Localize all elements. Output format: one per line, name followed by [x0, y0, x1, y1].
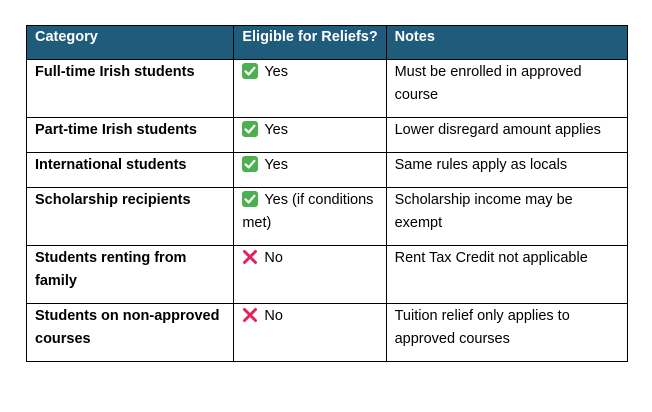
- table-row: [27, 153, 628, 188]
- notes-cell: Must be enrolled in approved course: [386, 60, 627, 118]
- table-row: [27, 188, 628, 246]
- eligible-cell: [234, 304, 386, 362]
- check-mark-icon: [242, 156, 258, 172]
- eligible-cell: [234, 188, 386, 246]
- check-mark-icon: [242, 191, 258, 207]
- eligible-text: Yes (if conditions met): [242, 192, 374, 231]
- eligible-text: Yes: [264, 157, 288, 173]
- cross-mark-icon: [242, 249, 258, 265]
- notes-cell: Tuition relief only applies to approved courses: [386, 304, 627, 362]
- eligible-text: No: [264, 308, 283, 324]
- table-row: [27, 118, 628, 153]
- check-mark-icon: [242, 63, 258, 79]
- table-row: [27, 60, 628, 118]
- header-category: Category: [27, 26, 234, 60]
- check-mark-icon: [242, 121, 258, 137]
- header-row: [27, 26, 628, 60]
- notes-cell: Rent Tax Credit not applicable: [386, 246, 627, 304]
- eligible-text: Yes: [264, 64, 288, 80]
- notes-cell: Same rules apply as locals: [386, 153, 627, 188]
- eligible-text: Yes: [264, 122, 288, 138]
- table-row: [27, 304, 628, 362]
- header-eligible: Eligible for Reliefs?: [234, 26, 386, 60]
- eligible-cell: [234, 60, 386, 118]
- notes-cell: Lower disregard amount applies: [386, 118, 627, 153]
- eligible-cell: [234, 246, 386, 304]
- eligibility-table: [26, 25, 628, 362]
- category-cell: International students: [27, 153, 234, 188]
- eligible-cell: [234, 118, 386, 153]
- category-cell: Part-time Irish students: [27, 118, 234, 153]
- table-row: [27, 246, 628, 304]
- notes-cell: Scholarship income may be exempt: [386, 188, 627, 246]
- category-cell: Full-time Irish students: [27, 60, 234, 118]
- header-notes: Notes: [386, 26, 627, 60]
- category-cell: Students renting from family: [27, 246, 234, 304]
- category-cell: Students on non-approved courses: [27, 304, 234, 362]
- eligible-text: No: [264, 250, 283, 266]
- cross-mark-icon: [242, 307, 258, 323]
- eligible-cell: [234, 153, 386, 188]
- category-cell: Scholarship recipients: [27, 188, 234, 246]
